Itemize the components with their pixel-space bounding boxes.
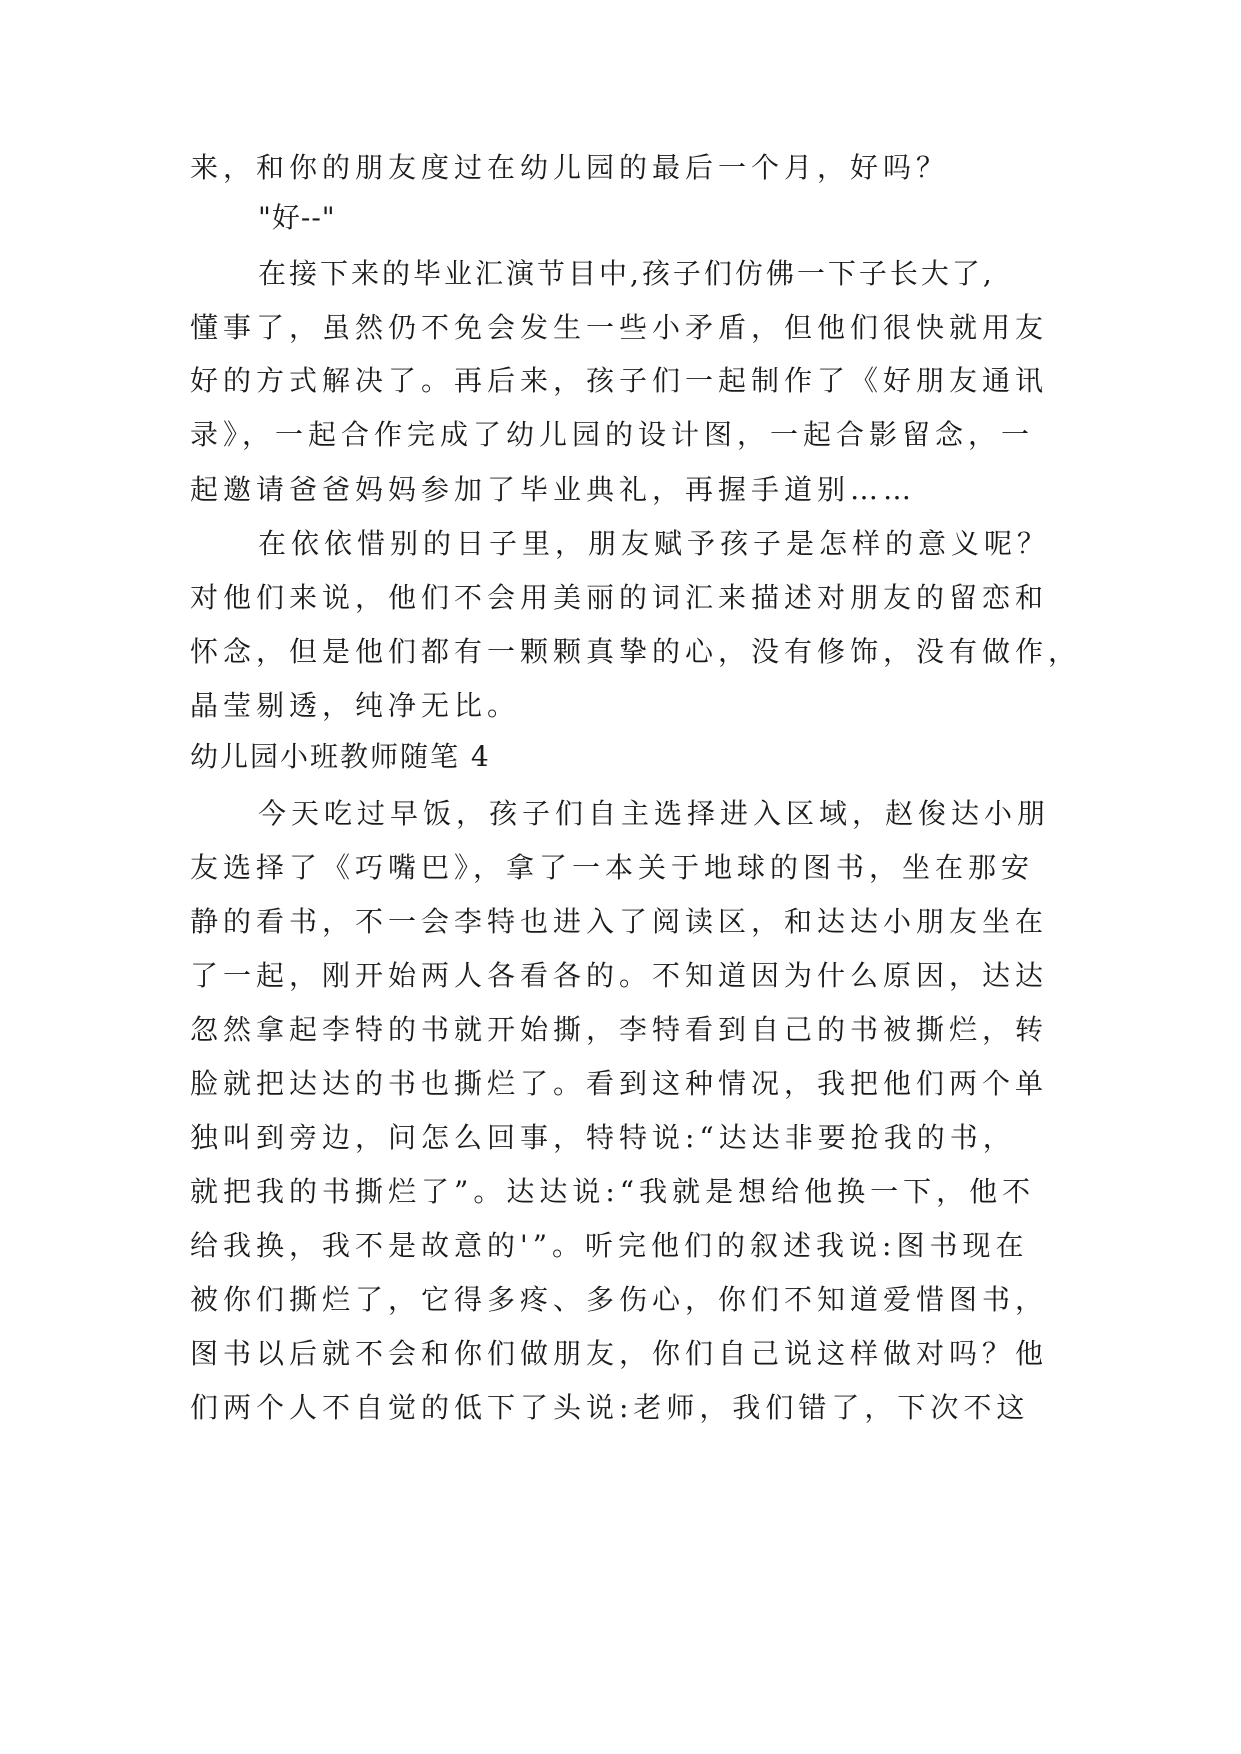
paragraph-start-line: 在依依惜别的日子里，朋友赋予孩子是怎样的意义呢？ xyxy=(258,527,1051,560)
text-line: 友选择了《巧嘴巴》，拿了一本关于地球的图书，坐在那安 xyxy=(190,851,1035,884)
text-line: 们两个人不自觉的低下了头说:老师，我们错了，下次不这 xyxy=(190,1391,1030,1424)
text-line: 录》，一起合作完成了幼儿园的设计图，一起合影留念，一 xyxy=(190,418,1035,451)
text-line: 懂事了，虽然仍不免会发生一些小矛盾，但他们很快就用友 xyxy=(190,311,1049,344)
text-line: 给我换，我不是故意的'”。听完他们的叙述我说:图书现在 xyxy=(190,1229,1029,1262)
text-line: 被你们撕烂了，它得多疼、多伤心，你们不知道爱惜图书， xyxy=(190,1283,1049,1316)
text-line: "好--" xyxy=(258,201,336,234)
text-line: 图书以后就不会和你们做朋友，你们自己说这样做对吗？他 xyxy=(190,1337,1049,1370)
text-line: 脸就把达达的书也撕烂了。看到这种情况，我把他们两个单 xyxy=(190,1067,1049,1100)
text-line: 好的方式解决了。再后来，孩子们一起制作了《好朋友通讯 xyxy=(190,364,1049,397)
text-line: 独叫到旁边，问怎么回事，特特说:“达达非要抢我的书， xyxy=(190,1121,1016,1154)
text-line: 怀念，但是他们都有一颗颗真挚的心，没有修饰，没有做作， xyxy=(190,635,1082,668)
text-line: 了一起，刚开始两人各看各的。不知道因为什么原因，达达 xyxy=(190,959,1049,992)
text-line: 静的看书，不一会李特也进入了阅读区，和达达小朋友坐在 xyxy=(190,905,1049,938)
text-line: 对他们来说，他们不会用美丽的词汇来描述对朋友的留恋和 xyxy=(190,581,1049,614)
paragraph-start-line: 在接下来的毕业汇演节目中,孩子们仿佛一下子长大了, xyxy=(258,257,995,290)
paragraph-start-line: 今天吃过早饭，孩子们自主选择进入区域，赵俊达小朋 xyxy=(258,797,1051,830)
text-line: 来，和你的朋友度过在幼儿园的最后一个月，好吗？ xyxy=(190,151,950,184)
text-line: 忽然拿起李特的书就开始撕，李特看到自己的书被撕烂，转 xyxy=(190,1013,1049,1046)
text-line: 起邀请爸爸妈妈参加了毕业典礼，再握手道别…… xyxy=(190,473,917,506)
text-line: 晶莹剔透，纯净无比。 xyxy=(190,689,521,722)
text-line: 就把我的书撕烂了”。达达说:“我就是想给他换一下，他不 xyxy=(190,1175,1036,1208)
section-heading: 幼儿园小班教师随笔 4 xyxy=(190,740,491,773)
